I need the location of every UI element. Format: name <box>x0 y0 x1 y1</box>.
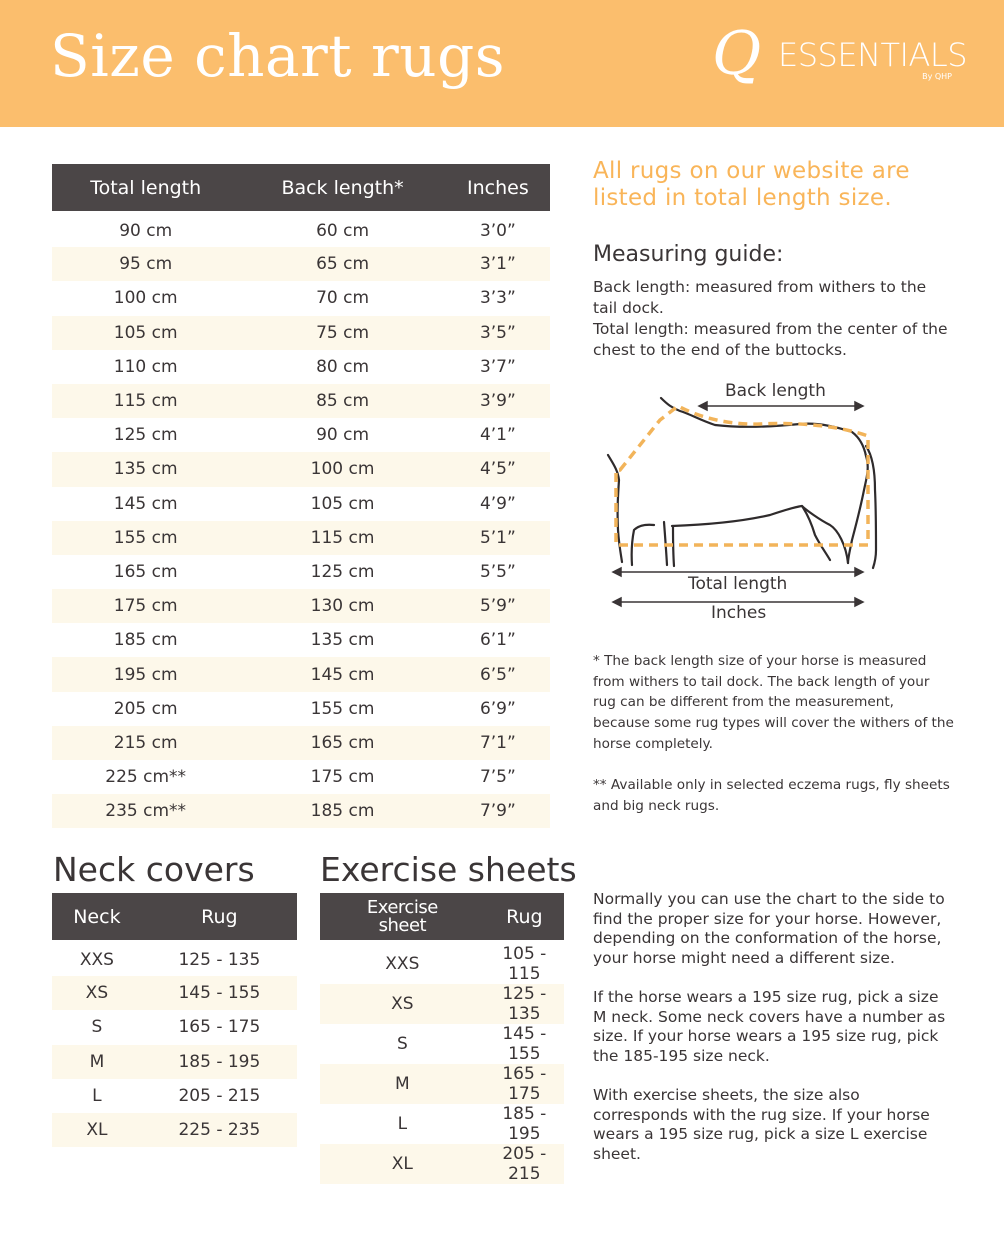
measuring-guide-title: Measuring guide: <box>593 242 784 267</box>
exercise-sheets-title: Exercise sheets <box>320 850 577 889</box>
table-cell: 5’9” <box>446 589 550 623</box>
table-row <box>52 418 550 452</box>
table-row <box>52 589 550 623</box>
exercise-advice-paragraph: With exercise sheets, the size also corresponds with the rug size. If your horse wears a 195 size rug, pick a size L exercise sheet. <box>593 1086 930 1164</box>
table-cell: XXS <box>385 954 420 974</box>
rug-size-table <box>52 164 550 828</box>
table-cell: 115 cm <box>239 521 445 555</box>
logo-wordmark: ESSENTIALS <box>778 36 968 74</box>
logo-q-mark: Q <box>712 19 762 89</box>
table-cell: 85 cm <box>239 384 445 418</box>
table-cell: 105 cm <box>310 493 375 514</box>
table-cell: 215 cm <box>52 726 239 760</box>
table-cell: 3’9” <box>446 384 550 418</box>
table-row <box>52 350 550 384</box>
table-row <box>52 316 550 350</box>
exercise-size-table <box>320 893 564 1184</box>
table-cell: 175 cm <box>310 767 375 788</box>
table-row <box>320 1064 564 1104</box>
horse-hind-leg <box>802 506 848 563</box>
table-header-row <box>320 893 564 942</box>
horse-back-outline <box>661 398 868 563</box>
arrow-head-right <box>855 568 863 576</box>
table-row <box>52 692 550 726</box>
neck-covers-title: Neck covers <box>53 850 255 889</box>
table-cell: XS <box>52 976 142 1010</box>
table-cell: 100 cm <box>239 452 445 486</box>
neck-advice-paragraph: If the horse wears a 195 size rug, pick a size M neck. Some neck covers have a number as size. If your horse wears a 195 size rug, pick the 185-195 size neck. <box>593 988 946 1066</box>
table-cell: 145 - 155 <box>502 1024 547 1064</box>
table-cell: 125 cm <box>113 425 178 446</box>
table-cell: 6’9” <box>479 698 516 719</box>
table-cell: XXS <box>79 950 114 971</box>
header-inches: Inches <box>446 164 550 213</box>
guide-total-length: Total length: measured from the center of the chest to the end of the buttocks. <box>593 320 948 359</box>
table-cell: 225 cm** <box>105 767 187 788</box>
table-cell: 3’0” <box>479 221 516 242</box>
table-cell: L <box>92 1085 102 1106</box>
table-cell: 155 cm <box>310 698 375 719</box>
table-cell: 110 cm <box>113 356 178 377</box>
table-cell: 125 cm <box>310 561 375 582</box>
table-cell: 105 cm <box>52 316 239 350</box>
arrow-head-left <box>699 402 707 410</box>
table-cell: 3’5” <box>446 316 550 350</box>
table-row <box>52 942 297 976</box>
table-row <box>320 942 564 984</box>
table-cell: 145 cm <box>239 657 445 691</box>
back-length-footnote: * The back length size of your horse is measured from withers to tail dock. The back length of your rug can be different from the measurement, because some rug types will cover the withers of the horse completely. <box>593 653 954 752</box>
sizing-advice-paragraph: Normally you can use the chart to the side to find the proper size for your horse. However, depending on the conformation of the horse, your horse might need a different size. <box>593 890 945 968</box>
table-cell: 165 cm <box>113 561 178 582</box>
table-cell: 4’9” <box>479 493 516 514</box>
table-cell: 75 cm <box>239 316 445 350</box>
table-row <box>52 760 550 794</box>
table-cell: 6’5” <box>446 657 550 691</box>
table-row <box>52 1010 297 1044</box>
table-row <box>52 794 550 828</box>
logo-subtext: By QHP <box>922 72 952 81</box>
table-row <box>52 1079 297 1113</box>
table-cell: 205 cm <box>113 698 178 719</box>
table-cell: 235 cm** <box>52 794 239 828</box>
table-cell: 185 - 195 <box>502 1104 547 1144</box>
guide-back-length: Back length: measured from withers to the tail dock. <box>593 278 927 317</box>
table-row <box>320 984 564 1024</box>
table-row <box>52 213 550 247</box>
table-cell: 185 - 195 <box>142 1045 297 1079</box>
table-row <box>52 452 550 486</box>
table-cell: 165 - 175 <box>178 1017 261 1038</box>
header-total-length: Total length <box>52 164 239 213</box>
measuring-guide-text <box>593 277 955 361</box>
table-row <box>52 384 550 418</box>
table-cell: 145 cm <box>113 493 178 514</box>
neck-size-table <box>52 893 297 1147</box>
table-cell: M <box>320 1064 485 1104</box>
table-cell: 135 cm <box>52 452 239 486</box>
arrow-head-left <box>613 598 621 606</box>
table-cell: S <box>91 1017 103 1038</box>
availability-footnote: ** Available only in selected eczema rugs, fly sheets and big neck rugs. <box>593 777 950 814</box>
table-cell: 165 - 175 <box>485 1064 564 1104</box>
table-row <box>52 726 550 760</box>
total-length-notice: All rugs on our website are listed in total length size. <box>593 158 910 211</box>
table-cell: 7’5” <box>479 767 516 788</box>
table-cell: 60 cm <box>316 221 370 242</box>
table-row <box>52 1113 297 1147</box>
table-cell: 4’5” <box>446 452 550 486</box>
table-cell: 225 - 235 <box>142 1113 297 1147</box>
horse-belly-outline <box>672 506 830 560</box>
table-cell: 80 cm <box>316 356 370 377</box>
table-row <box>52 521 550 555</box>
table-cell: 125 - 135 <box>485 984 564 1024</box>
table-cell: L <box>397 1114 408 1134</box>
table-cell: 130 cm <box>239 589 445 623</box>
page-title: Size chart rugs <box>50 22 505 90</box>
table-cell: 7’9” <box>446 794 550 828</box>
arrow-head-right <box>855 598 863 606</box>
table-cell: XL <box>52 1113 142 1147</box>
table-row <box>52 487 550 521</box>
table-row <box>52 247 550 281</box>
table-cell: 65 cm <box>239 247 445 281</box>
table-cell: 90 cm <box>119 221 173 242</box>
table-row <box>52 657 550 691</box>
table-cell: XL <box>320 1144 485 1184</box>
table-cell: 195 cm <box>52 657 239 691</box>
table-cell: 95 cm <box>52 247 239 281</box>
table-cell: 185 cm <box>113 630 178 651</box>
table-header-row <box>52 164 550 213</box>
header-banner <box>0 0 1004 127</box>
table-cell: 105 - 115 <box>502 944 547 984</box>
table-row <box>320 1024 564 1064</box>
total-length-label: Total length <box>688 574 788 594</box>
back-length-label: Back length <box>725 381 826 401</box>
table-cell: 5’1” <box>446 521 550 555</box>
table-cell: 7’1” <box>446 726 550 760</box>
table-cell: 6’1” <box>479 630 516 651</box>
table-cell: 3’1” <box>446 247 550 281</box>
table-cell: 185 cm <box>239 794 445 828</box>
brand-logo <box>712 19 968 90</box>
table-cell: 135 cm <box>310 630 375 651</box>
table-cell: 100 cm <box>113 288 178 309</box>
table-cell: 155 cm <box>52 521 239 555</box>
table-cell: 205 - 215 <box>485 1144 564 1184</box>
table-row <box>320 1144 564 1184</box>
header-back-length: Back length* <box>239 164 445 213</box>
table-row <box>52 281 550 315</box>
table-cell: 3’7” <box>479 356 516 377</box>
table-cell: S <box>396 1034 408 1054</box>
table-cell: 165 cm <box>239 726 445 760</box>
header-exercise-sheet: Exercise sheet <box>320 893 485 942</box>
header-neck: Neck <box>52 893 142 942</box>
table-row <box>52 555 550 589</box>
table-cell: 145 - 155 <box>142 976 297 1010</box>
table-cell: 4’1” <box>479 425 516 446</box>
table-cell: 205 - 215 <box>178 1085 261 1106</box>
table-cell: 5’5” <box>479 561 516 582</box>
table-cell: 90 cm <box>316 425 370 446</box>
table-cell: 125 - 135 <box>178 950 261 971</box>
table-row <box>52 976 297 1010</box>
table-cell: 3’3” <box>479 288 516 309</box>
table-row <box>52 1045 297 1079</box>
table-cell: 70 cm <box>316 288 370 309</box>
table-header-row <box>52 893 297 942</box>
inches-label: Inches <box>711 603 767 623</box>
arrow-head-left <box>613 568 621 576</box>
table-cell: 175 cm <box>52 589 239 623</box>
arrow-head-right <box>855 402 863 410</box>
table-row <box>52 623 550 657</box>
header-rug: Rug <box>142 893 297 942</box>
table-cell: M <box>52 1045 142 1079</box>
table-cell: 115 cm <box>52 384 239 418</box>
header-rug: Rug <box>485 893 564 942</box>
table-row <box>320 1104 564 1144</box>
table-cell: XS <box>320 984 485 1024</box>
